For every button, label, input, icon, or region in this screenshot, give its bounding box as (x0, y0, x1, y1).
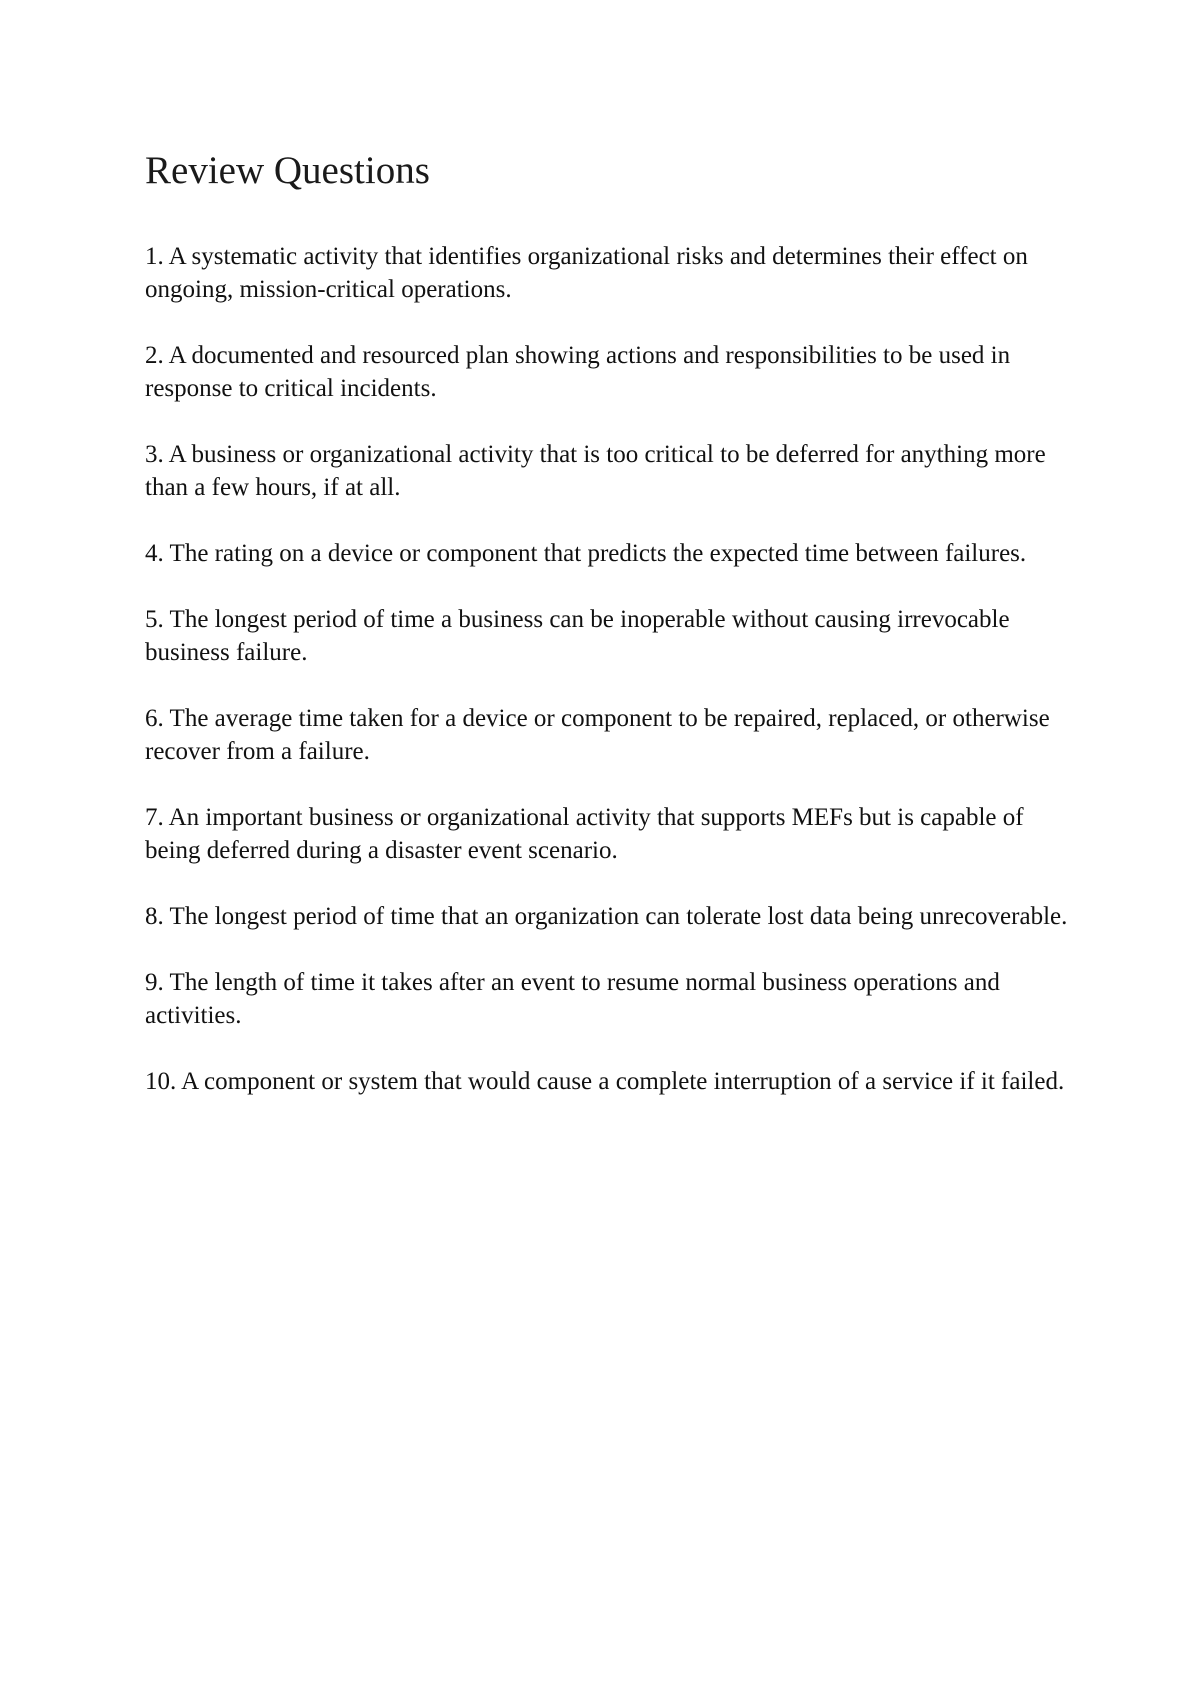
question-item: 9. The length of time it takes after an event to resume normal business operations and activities. (145, 969, 1000, 1029)
question-list (145, 240, 1075, 1131)
question-item: 7. An important business or organizational activity that supports MEFs but is capable of being deferred during a disaster event scenario. (145, 804, 1024, 864)
question-item: 4. The rating on a device or component that predicts the expected time between failures. (145, 540, 1027, 567)
question-item: 10. A component or system that would cause a complete interruption of a service if it failed. (145, 1068, 1065, 1095)
question-item: 6. The average time taken for a device or component to be repaired, replaced, or otherwise recover from a failure. (145, 705, 1050, 765)
page-title: Review Questions (145, 149, 430, 192)
question-item: 1. A systematic activity that identifies organizational risks and determines their effect on ongoing, mission-critical operations. (145, 243, 1028, 303)
question-item: 5. The longest period of time a business can be inoperable without causing irrevocable business failure. (145, 606, 1010, 666)
question-item: 2. A documented and resourced plan showing actions and responsibilities to be used in response to critical incidents. (145, 342, 1011, 402)
question-item: 8. The longest period of time that an organization can tolerate lost data being unrecoverable. (145, 903, 1068, 930)
question-item: 3. A business or organizational activity that is too critical to be deferred for anything more than a few hours, if at all. (145, 441, 1046, 501)
